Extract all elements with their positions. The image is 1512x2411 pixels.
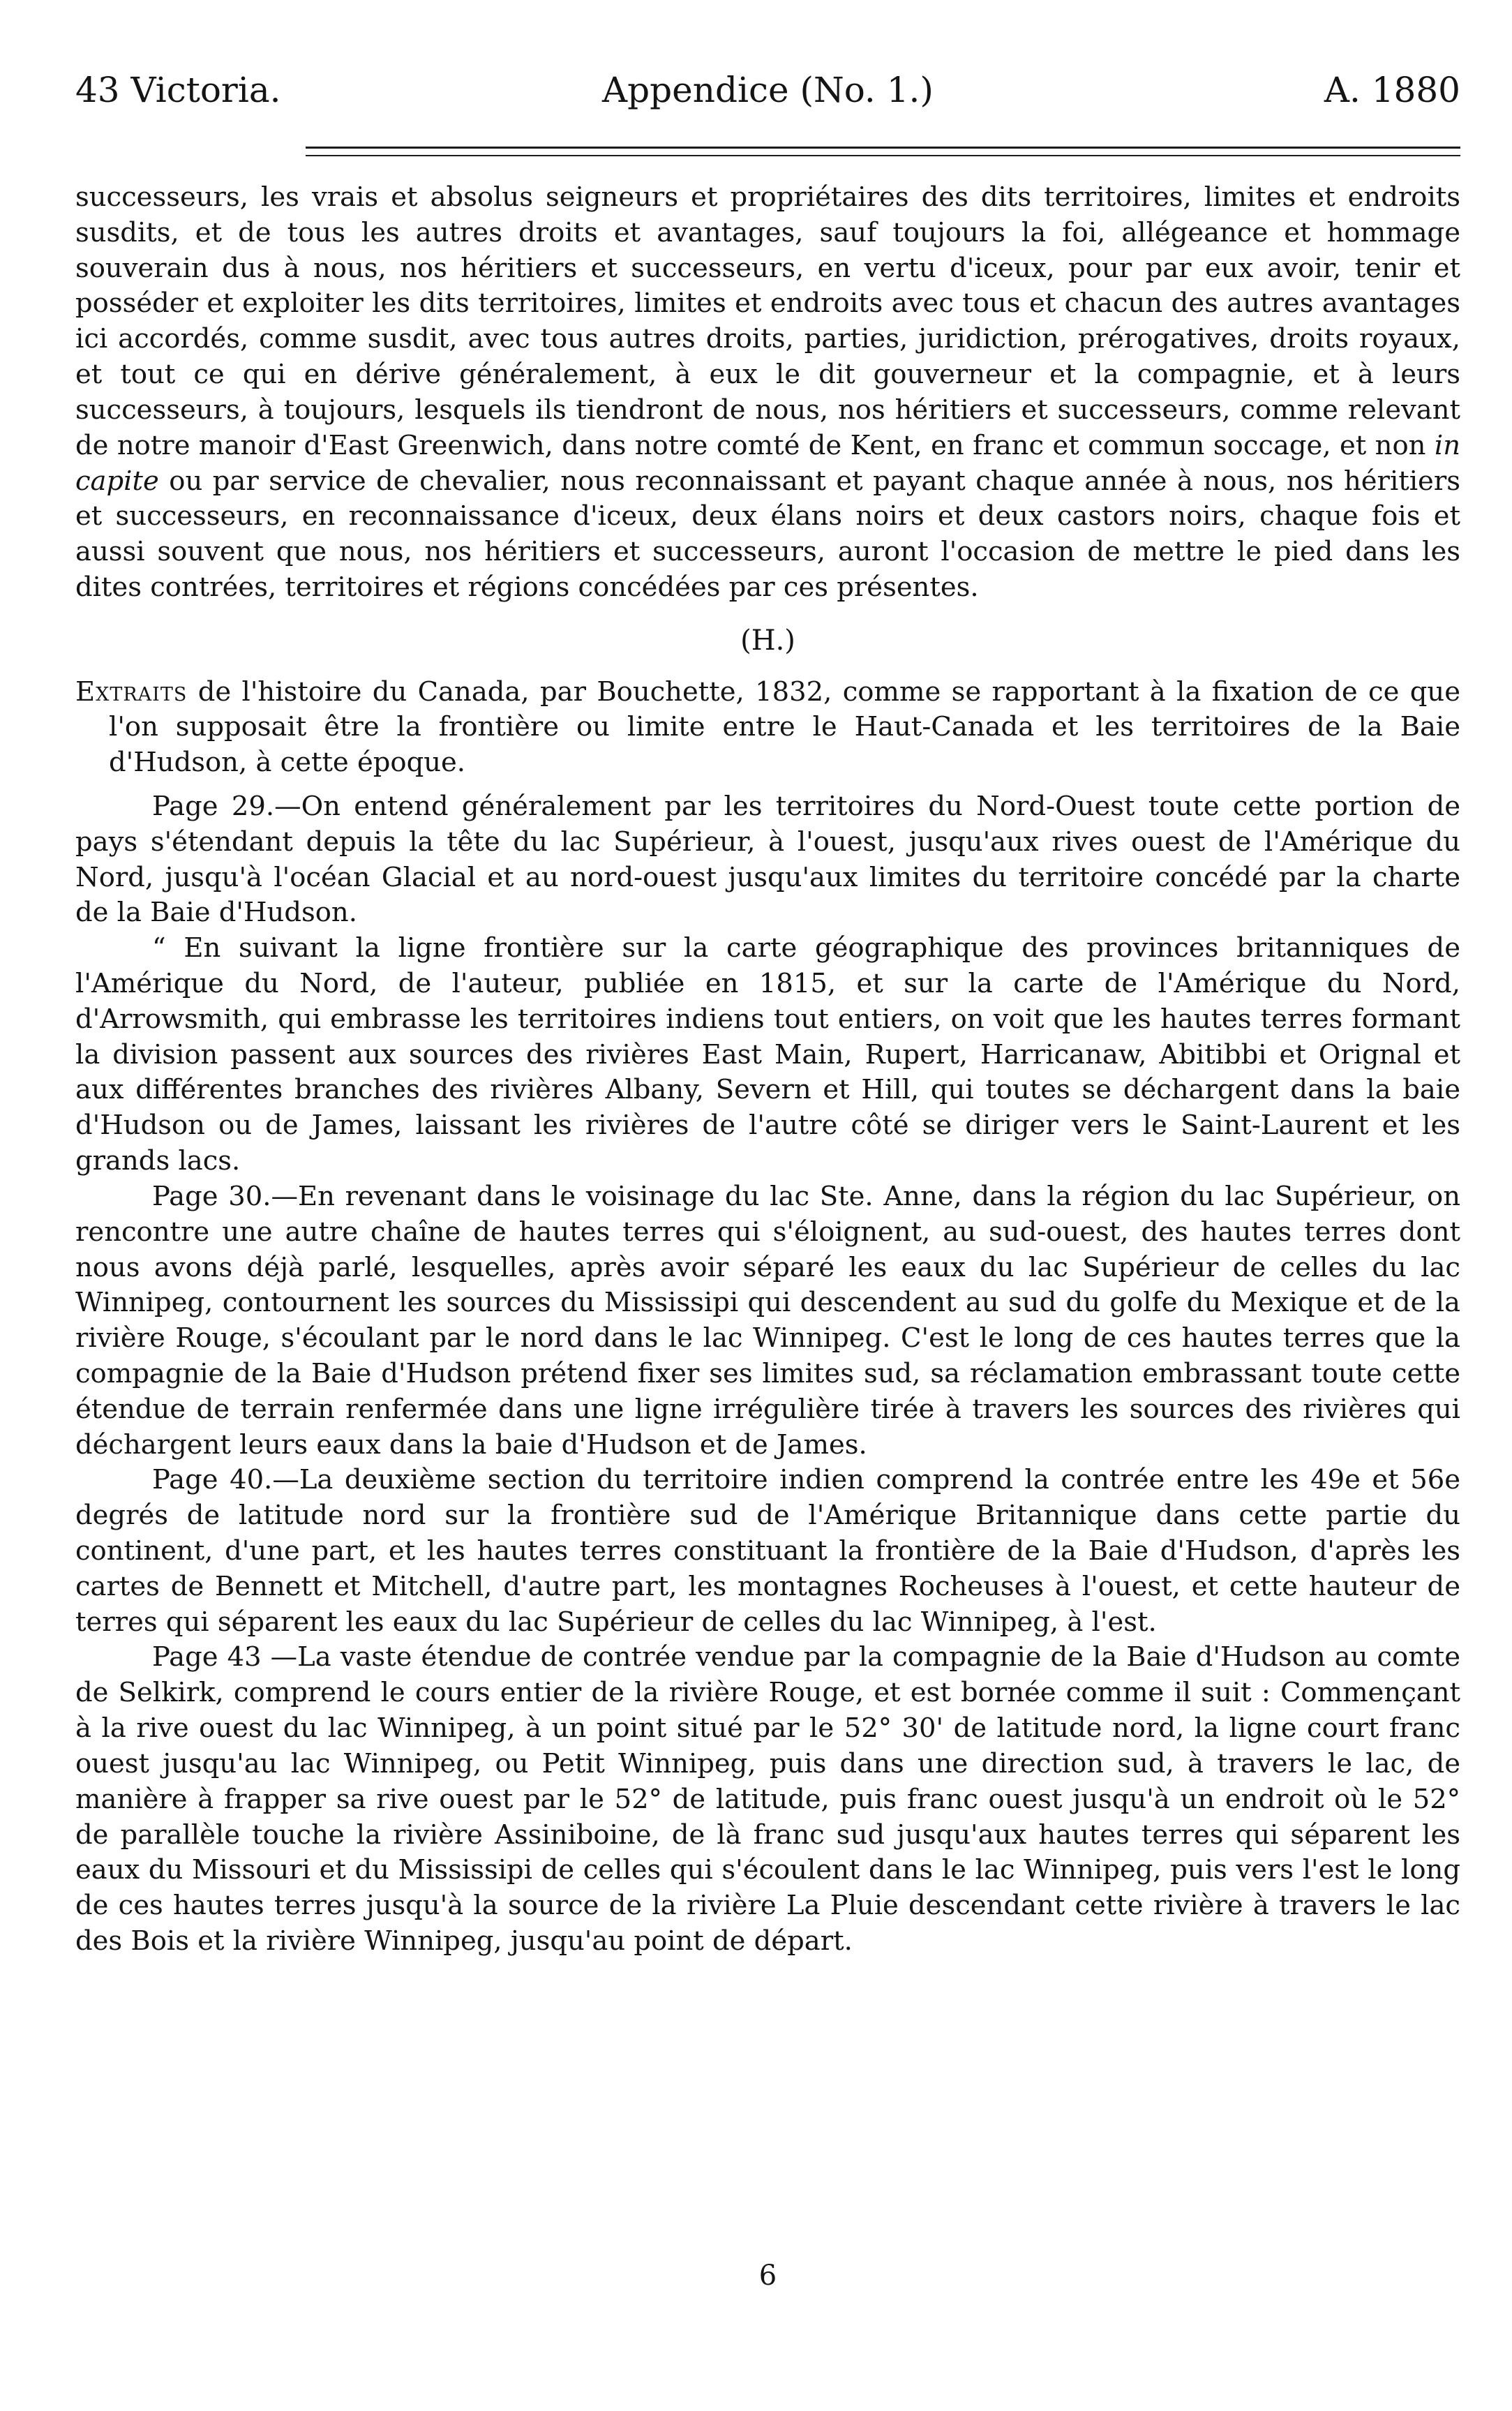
section-heading: (H.) [740,624,795,657]
paragraph-page-29: Page 29.—On entend généralement par les territoires du Nord-Ouest toute cette portion de pays s'étendant depuis la tête du lac Supérieur, à l'ouest, jusqu'aux rives ouest de l'Amérique du Nord, jusqu'à l'océan Glacial et au nord-ouest jusqu'aux limites du territoire concédé par la charte de la Baie d'Hudson. [75,790,1460,929]
header-right: A. 1880 [1324,70,1460,110]
continuation-italic: in capite [75,429,1460,497]
continuation-text: successeurs, les vrais et absolus seigneurs et propriétaires des dits territoires, limites et endroits susdits, et de tous les autres droits et avantages, sauf toujours la foi, allégeance et hommage souverain dus à nous, nos héritiers et successeurs, en vertu d'iceux, pour par eux avoir, tenir et posséder et exploiter les dits territoires, limites et endroits avec tous et chacun des autres avantages ici accordés, comme susdit, avec tous autres droits, parties, juridiction, prérogatives, droits royaux, et tout ce qui en dérive généralement, à eux le dit gouverneur et la compagnie, et à leurs successeurs, à toujours, lesquels ils tiendront de nous, nos héritiers et successeurs, comme relevant de notre manoir d'East Greenwich, dans notre comté de Kent, en franc et commun soccage, et non [75,181,1460,461]
continuation-end: ou par service de chevalier, nous reconnaissant et payant chaque année à nous, nos héritiers et successeurs, en reconnaissance d'iceux, deux élans noirs et deux castors noirs, chaque fois et aussi souvent que nous, nos héritiers et successeurs, auront l'occasion de mettre le pied dans les dites contrées, territoires et régions concédées par ces présentes. [75,465,1460,603]
continuation-paragraph [75,180,1460,606]
header-center: Appendice (No. 1.) [602,70,934,110]
paragraph-page-40: Page 40.—La deuxième section du territoire indien comprend la contrée entre les 49e et 56e degrés de latitude nord sur la frontière sud de l'Amérique Britannique dans cette partie du continent, d'une part, et les hautes terres constituant la frontière de la Baie d'Hudson, d'après les cartes de Bennett et Mitchell, d'autre part, les montagnes Rocheuses à l'ouest, et cette hauteur de terres qui séparent les eaux du lac Supérieur de celles du lac Winnipeg, à l'est. [75,1464,1460,1638]
document-page [75,0,1460,2411]
paragraph-page-43: Page 43 —La vaste étendue de contrée vendue par la compagnie de la Baie d'Hudson au comte de Selkirk, comprend le cours entier de la rivière Rouge, et est bornée comme il suit : Commençant à la rive ouest du lac Winnipeg, à un point situé par le 52° 30' de latitude nord, la ligne court franc ouest jusqu'au lac Winnipeg, ou Petit Winnipeg, puis dans une direction sud, à travers le lac, de manière à frapper sa rive ouest par le 52° de latitude, puis franc ouest jusqu'à un endroit où le 52° de parallèle touche la rivière Assiniboine, de là franc sud jusqu'aux hautes terres qui séparent les eaux du Missouri et du Mississipi de celles qui s'écoulent dans le lac Winnipeg, puis vers l'est le long de ces hautes terres jusqu'à la source de la rivière La Pluie descendant cette rivière à travers le lac des Bois et la rivière Winnipeg, jusqu'au point de départ. [75,1641,1460,1957]
header-rule-bottom [306,155,1460,156]
page-number: 6 [758,2260,777,2292]
document-body [75,180,1460,1960]
header-rule-top [306,147,1460,149]
extrait-lead: Extraits [75,675,188,708]
extrait-text: de l'histoire du Canada, par Bouchette, 1832, comme se rapportant à la fixation de ce que l'on supposait être la frontière ou limite entre le Haut-Canada et les territoires de la Baie d'Hudson, à cette époque. [109,675,1460,779]
running-header [75,70,1460,126]
paragraph-quote: “ En suivant la ligne frontière sur la carte géographique des provinces britanniques de l'Amérique du Nord, de l'auteur, publiée en 1815, et sur la carte de l'Amérique du Nord, d'Arrowsmith, qui embrasse les territoires indiens tout entiers, on voit que les hautes terres formant la division passent aux sources des rivières East Main, Rupert, Harricanaw, Abitibbi et Orignal et aux différentes branches des rivières Albany, Severn et Hill, qui toutes se déchargent dans la baie d'Hudson ou de James, laissant les rivières de l'autre côté se diriger vers le Saint-Laurent et les grands lacs. [75,932,1460,1177]
extrait-paragraph [75,675,1460,781]
header-left: 43 Victoria. [75,70,281,110]
paragraph-page-30: Page 30.—En revenant dans le voisinage du lac Ste. Anne, dans la région du lac Supérieur, on rencontre une autre chaîne de hautes terres qui s'éloignent, au sud-ouest, des hautes terres dont nous avons déjà parlé, lesquelles, après avoir séparé les eaux du lac Supérieur de celles du lac Winnipeg, contournent les sources du Mississipi qui descendent au sud du golfe du Mexique et de la rivière Rouge, s'écoulant par le nord dans le lac Winnipeg. C'est le long de ces hautes terres que la compagnie de la Baie d'Hudson prétend fixer ses limites sud, sa réclamation embrassant toute cette étendue de terrain renfermée dans une ligne irrégulière tirée à travers les sources des rivières qui déchargent leurs eaux dans la baie d'Hudson et de James. [75,1180,1460,1461]
